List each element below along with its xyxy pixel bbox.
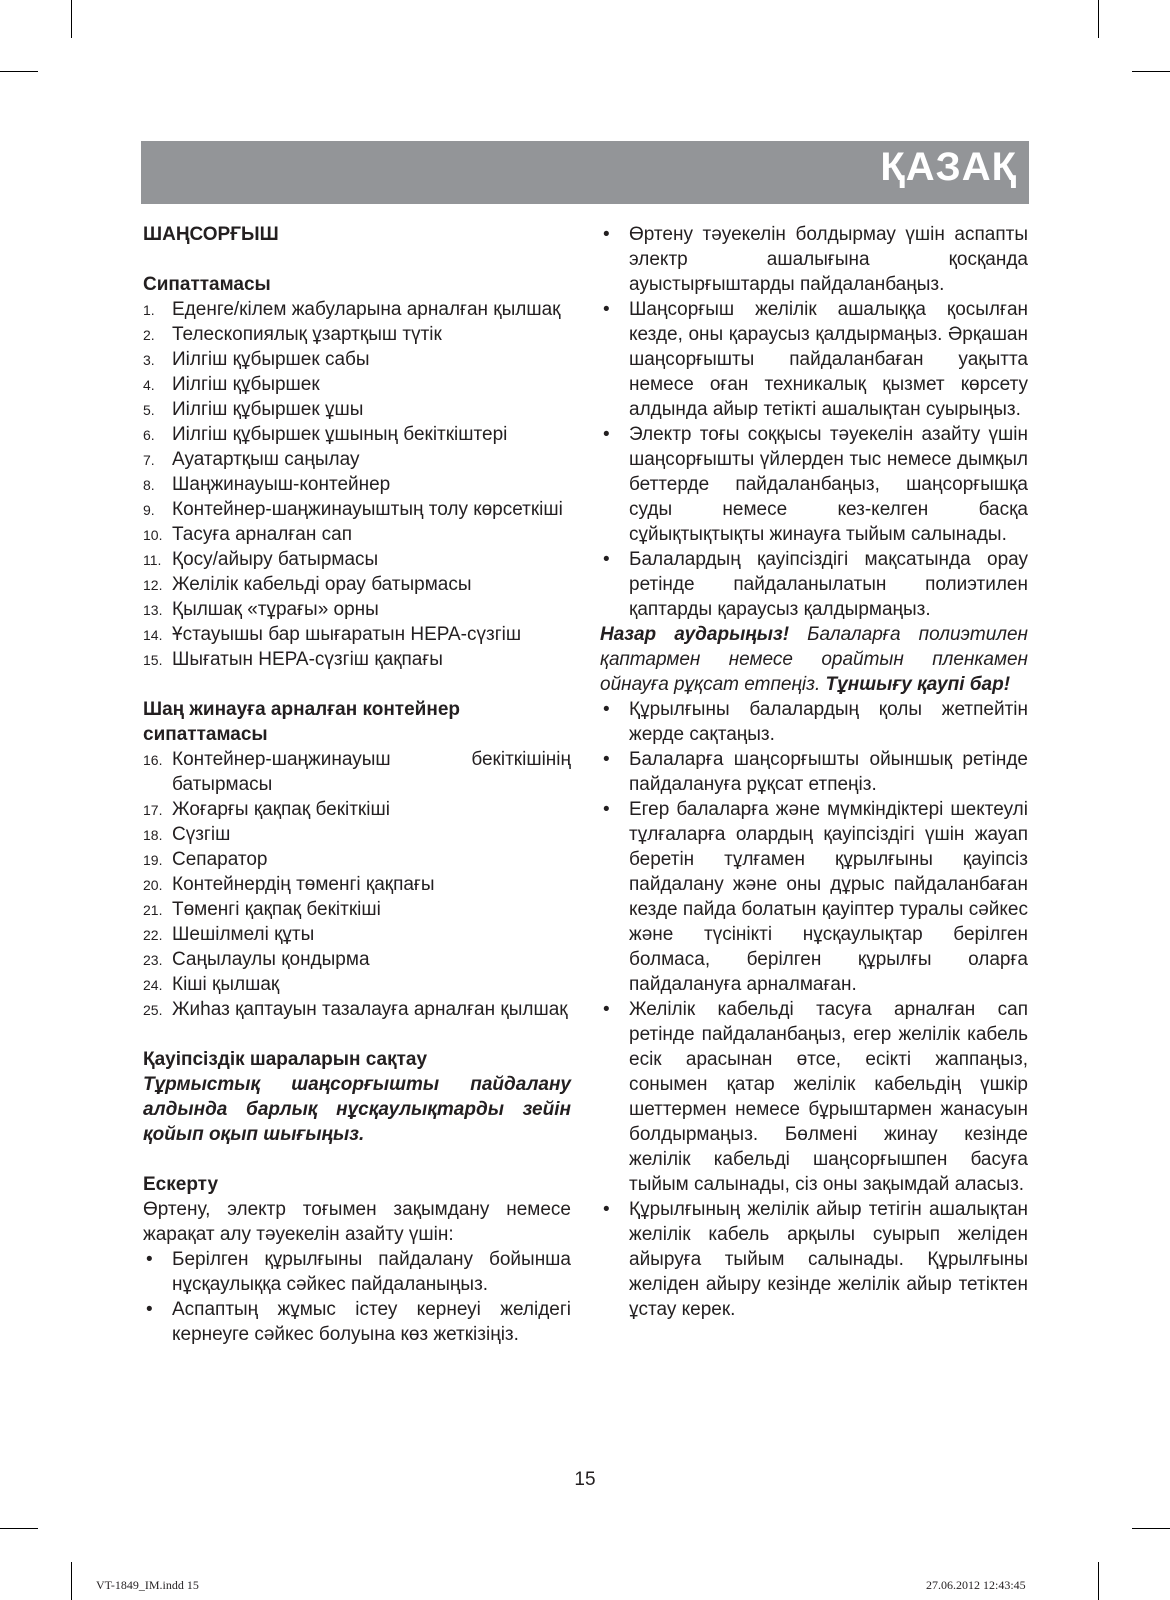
note-heading: Ескерту <box>143 1174 219 1195</box>
crop-mark <box>0 71 38 72</box>
item-number: 16. <box>143 752 163 768</box>
document-title: ШАҢСОРҒЫШ <box>143 224 279 245</box>
crop-mark <box>71 0 72 38</box>
page-number: 15 <box>574 1469 596 1490</box>
bullet-text: Желілік кабельді тасуға арналған сап ретінде пайдаланбаңыз, егер желілік кабель есік арасынан өтсе, есікті жаппаңыз, сонымен қатар желілік кабельдің үшкір шеттермен немесе бұрыштармен жанасуын болдырмаңыз. Бөлмені жинау кезінде желілік кабельді шаңсорғышпен басуға тыйым салынады, сіз оны зақымдай аласыз. <box>629 999 1028 1195</box>
note-text: Өртену, электр тоғымен зақымдану немесе жарақат алу тәуекелін азайту үшін: <box>143 1199 571 1245</box>
bullet-item <box>600 997 1028 1197</box>
item-text: Тасуға арналған сап <box>172 524 352 545</box>
bullet-text: Балалардың қауіпсіздігі мақсатында орау ретінде пайдаланылатын полиэтилен қаптарды қараусыз қалдырмаңыз. <box>629 549 1028 620</box>
bullet-icon: • <box>603 549 610 570</box>
list-item <box>143 622 571 647</box>
safety-bullet-list <box>600 697 1028 1322</box>
item-text: Шаңжинауыш-контейнер <box>172 474 391 495</box>
bullet-item <box>600 222 1028 297</box>
list-item <box>143 472 571 497</box>
safety-intro: Тұрмыстық шаңсорғышты пайдалану алдында барлық нұсқаулықтарды зейін қойып оқып шығыңыз. <box>143 1074 571 1145</box>
crop-mark <box>1098 0 1099 38</box>
item-text: Сепаратор <box>172 849 268 870</box>
bullet-text: Құрылғының желілік айыр тетігін ашалықтан желілік кабель арқылы суырып желіден айыруға тыйым салынады. Құрылғыны желіден айыру кезінде желілік айыр тетіктен ұстау керек. <box>629 1199 1028 1320</box>
bullet-text: Электр тоғы соққысы тәуекелін азайту үшін шаңсорғышты үйлерден тыс немесе дымқыл беттерде пайдаланбаңыз, шаңсорғышқа суды немесе кез-келген басқа сұйықтықтықты жинауға тыйым салынады. <box>629 424 1028 545</box>
item-text: Қосу/айыру батырмасы <box>172 549 379 570</box>
right-column <box>600 222 1028 1322</box>
item-number: 23. <box>143 952 163 968</box>
container-heading <box>143 697 571 747</box>
bullet-icon: • <box>603 299 610 320</box>
item-number: 12. <box>143 577 163 593</box>
language-title: ҚАЗАҚ <box>880 145 1017 189</box>
item-text: Контейнер-шаңжинауыш бекіткішінің батырмасы <box>172 749 571 795</box>
bullet-text: Өртену тәуекелін болдырмау үшін аспапты электр ашалығына қосқанда ауыстырғыштарды пайдаланбаңыз. <box>629 224 1028 295</box>
bullet-item <box>600 547 1028 622</box>
item-number: 9. <box>143 502 155 518</box>
bullet-icon: • <box>146 1299 153 1320</box>
warning-label: Назар аударыңыз! <box>600 624 790 645</box>
bullet-text: Аспаптың жұмыс істеу кернеуі желідегі кернеуге сәйкес болуына көз жеткізіңіз. <box>172 1299 571 1345</box>
note-bullet-list <box>143 1247 571 1347</box>
container-list <box>143 747 571 1022</box>
list-item <box>143 597 571 622</box>
bullet-icon: • <box>603 424 610 445</box>
list-item <box>143 822 571 847</box>
item-text: Қылшақ «тұрағы» орны <box>172 599 379 620</box>
item-text: Шығатын HEPA-сүзгіш қақпағы <box>172 649 443 670</box>
item-number: 14. <box>143 627 163 643</box>
bullet-item <box>600 1197 1028 1322</box>
item-number: 24. <box>143 977 163 993</box>
item-text: Саңылаулы қондырма <box>172 949 370 970</box>
crop-mark <box>1132 71 1170 72</box>
warning-text: Балаларға полиэтилен қаптармен немесе орайтын пленкамен ойнауға рұқсат етпеңіз. <box>600 624 1029 695</box>
item-number: 18. <box>143 827 163 843</box>
list-item <box>143 447 571 472</box>
bullet-text: Егер балаларға және мүмкіндіктері шектеулі тұлғаларға олардың қауіпсіздігі үшін жауап беретін тұлғамен құрылғыны қауіпсіз пайдалану және оны дұрыс пайдаланбаған кезде пайда болатын қауіптер туралы сәйкес және түсінікті нұсқаулықтар берілген болмаса, берілген құрылғы оларға пайдалануға арналмаған. <box>629 799 1028 995</box>
item-text: Иілгіш құбыршек ұшы <box>172 399 364 420</box>
warning-end: Тұншығу қаупі бар! <box>825 674 1011 695</box>
list-item <box>143 522 571 547</box>
bullet-text: Шаңсорғыш желілік ашалыққа қосылған кезде, оны қараусыз қалдырмаңыз. Әрқашан шаңсорғышты пайдаланбаған уақытта немесе оған техникалық қызмет көрсету алдында айыр тетікті ашалықтан суырыңыз. <box>629 299 1028 420</box>
list-item <box>143 497 571 522</box>
item-number: 5. <box>143 402 155 418</box>
list-item <box>143 372 571 397</box>
crop-mark <box>0 1528 38 1529</box>
crop-mark <box>1098 1562 1099 1600</box>
item-number: 25. <box>143 1002 163 1018</box>
list-item <box>143 422 571 447</box>
crop-mark <box>1132 1528 1170 1529</box>
container-heading-line: сипаттамасы <box>143 724 268 745</box>
slug-date: 27.06.2012 12:43:45 <box>926 1578 1026 1592</box>
list-item <box>143 872 571 897</box>
slug-file: VT-1849_IM.indd 15 <box>96 1578 199 1592</box>
item-text: Иілгіш құбыршек сабы <box>172 349 370 370</box>
bullet-item <box>143 1247 571 1297</box>
list-item <box>143 897 571 922</box>
bullet-icon: • <box>603 749 610 770</box>
bullet-icon: • <box>146 1249 153 1270</box>
list-item <box>143 997 571 1022</box>
item-number: 19. <box>143 852 163 868</box>
description-heading: Сипаттамасы <box>143 274 271 295</box>
item-text: Ауатартқыш саңылау <box>172 449 360 470</box>
item-text: Еденге/кілем жабуларына арналған қылшақ <box>172 299 561 320</box>
item-number: 4. <box>143 377 155 393</box>
item-number: 20. <box>143 877 163 893</box>
container-heading-line: Шаң жинауға арналған контейнер <box>143 699 460 720</box>
item-text: Иілгіш құбыршек <box>172 374 320 395</box>
warning-paragraph <box>600 622 1028 697</box>
list-item <box>143 972 571 997</box>
item-number: 8. <box>143 477 155 493</box>
item-number: 3. <box>143 352 155 368</box>
list-item <box>143 747 571 797</box>
crop-mark <box>71 1562 72 1600</box>
bullet-item <box>600 297 1028 422</box>
description-list <box>143 297 571 672</box>
item-text: Контейнер-шаңжинауыштың толу көрсеткіші <box>172 499 563 520</box>
item-number: 13. <box>143 602 163 618</box>
bullet-item <box>600 797 1028 997</box>
list-item <box>143 397 571 422</box>
item-text: Кіші қылшақ <box>172 974 280 995</box>
item-number: 11. <box>143 552 162 568</box>
bullet-icon: • <box>603 1199 610 1220</box>
bullet-item <box>600 747 1028 797</box>
bullet-icon: • <box>603 224 610 245</box>
list-item <box>143 797 571 822</box>
item-text: Желілік кабельді орау батырмасы <box>172 574 472 595</box>
item-number: 6. <box>143 427 155 443</box>
list-item <box>143 297 571 322</box>
list-item <box>143 572 571 597</box>
list-item <box>143 347 571 372</box>
bullet-icon: • <box>603 999 610 1020</box>
item-number: 17. <box>143 802 163 818</box>
item-number: 1. <box>143 302 155 318</box>
safety-bullet-list <box>600 222 1028 622</box>
item-number: 7. <box>143 452 155 468</box>
item-text: Ұстауышы бар шығаратын HEPA-сүзгіш <box>172 624 522 645</box>
bullet-item <box>600 422 1028 547</box>
list-item <box>143 947 571 972</box>
language-banner <box>141 141 1029 204</box>
item-text: Төменгі қақпақ бекіткіші <box>172 899 381 920</box>
left-column <box>143 222 571 1347</box>
item-text: Сүзгіш <box>172 824 231 845</box>
item-number: 22. <box>143 927 163 943</box>
item-text: Телескопиялық ұзартқыш түтік <box>172 324 442 345</box>
item-text: Жиһаз қаптауын тазалауға арналған қылшақ <box>172 999 568 1020</box>
safety-heading: Қауіпсіздік шараларын сақтау <box>143 1049 428 1070</box>
item-number: 21. <box>143 902 163 918</box>
bullet-item <box>600 697 1028 747</box>
bullet-item <box>143 1297 571 1347</box>
list-item <box>143 847 571 872</box>
bullet-icon: • <box>603 799 610 820</box>
bullet-icon: • <box>603 699 610 720</box>
item-text: Жоғарғы қақпақ бекіткіші <box>172 799 390 820</box>
list-item <box>143 647 571 672</box>
item-number: 10. <box>143 527 163 543</box>
bullet-text: Берілген құрылғыны пайдалану бойынша нұсқаулыққа сәйкес пайдаланыңыз. <box>172 1249 571 1295</box>
item-number: 2. <box>143 327 155 343</box>
list-item <box>143 922 571 947</box>
list-item <box>143 547 571 572</box>
item-text: Шешілмелі құты <box>172 924 315 945</box>
item-number: 15. <box>143 652 163 668</box>
item-text: Контейнердің төменгі қақпағы <box>172 874 435 895</box>
item-text: Иілгіш құбыршек ұшының бекіткіштері <box>172 424 508 445</box>
list-item <box>143 322 571 347</box>
bullet-text: Құрылғыны балалардың қолы жетпейтін жерде сақтаңыз. <box>629 699 1028 745</box>
bullet-text: Балаларға шаңсорғышты ойыншық ретінде пайдалануға рұқсат етпеңіз. <box>629 749 1028 795</box>
